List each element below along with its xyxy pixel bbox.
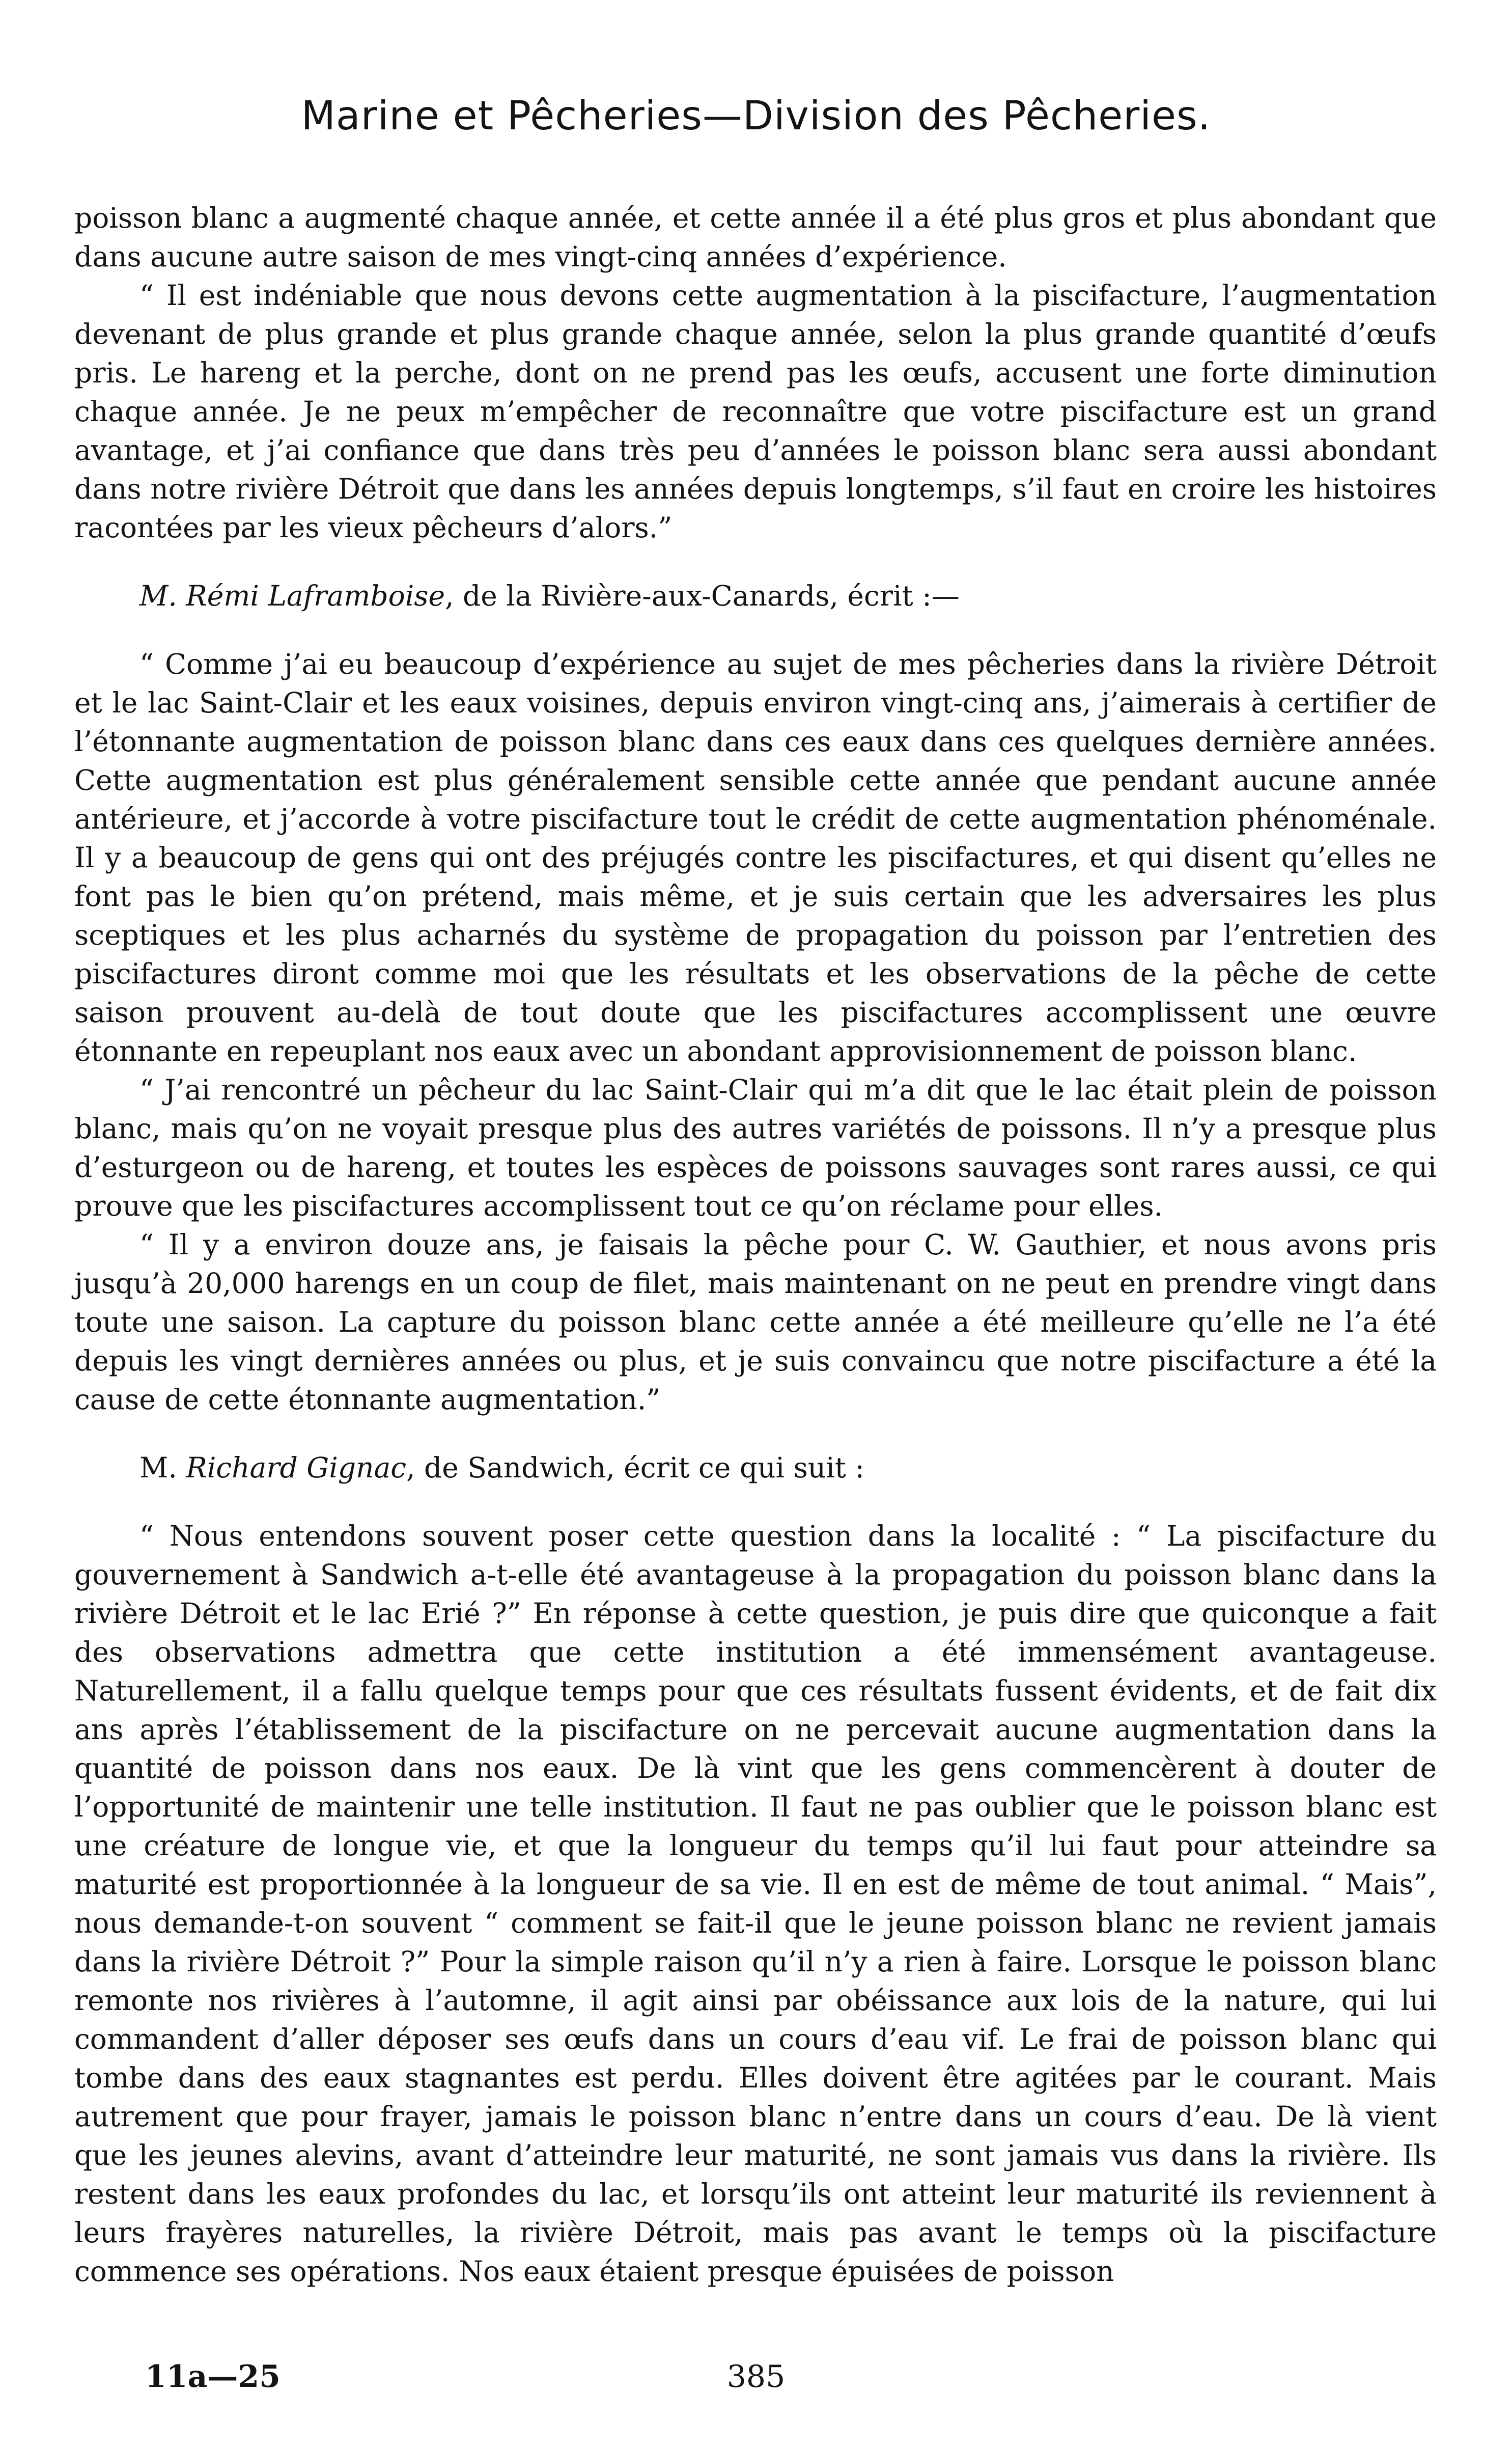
- paragraph-quote-piscifacture: “ Il est indéniable que nous devons cette augmentation à la piscifacture, l’augmentation devenant de plus grande et plus grande chaque année, selon la plus grande quantité d’œufs pris. Le hareng et la perche, dont on ne prend pas les œufs, accusent une forte diminution chaque année. Je ne peux m’empêcher de reconnaître que votre piscifacture est un grand avantage, et j’ai confiance que dans très peu d’années le poisson blanc sera aussi abondant dans notre rivière Détroit que dans les années depuis longtemps, s’il faut en croire les histoires racontées par les vieux pêcheurs d’alors.”: [74, 279, 1437, 544]
- correspondent-name: M. Rémi Laframboise: [139, 580, 445, 612]
- correspondent-intro-laframboise: [74, 576, 1437, 615]
- document-reference: 11a—25: [145, 2359, 281, 2395]
- running-header: Marine et Pêcheries—Division des Pêcheries.: [301, 93, 1211, 139]
- paragraph-quote-harengs: “ Il y a environ douze ans, je faisais la pêche pour C. W. Gauthier, et nous avons pris jusqu’à 20,000 harengs en un coup de filet, mais maintenant on ne peut en prendre vingt dans toute une saison. La capture du poisson blanc cette année a été meilleure qu’elle ne l’a été depuis les vingt dernières années ou plus, et je suis convaincu que notre piscifacture a été la cause de cette étonnante augmentation.”: [74, 1228, 1437, 1416]
- paragraph-quote-experience: “ Comme j’ai eu beaucoup d’expérience au sujet de mes pêcheries dans la rivière Détroit et le lac Saint-Clair et les eaux voisines, depuis environ vingt-cinq ans, j’aimerais à certifier de l’étonnante augmentation de poisson blanc dans ces eaux dans ces quelques dernière années. Cette augmentation est plus généralement sensible cette année que pendant aucune année antérieure, et j’accorde à votre piscifacture tout le crédit de cette augmentation phénoménale. Il y a beaucoup de gens qui ont des préjugés contre les piscifactures, et qui disent qu’elles ne font pas le bien qu’on prétend, mais même, et je suis certain que les adversaires les plus sceptiques et les plus acharnés du système de propagation du poisson par l’entretien des piscifactures diront comme moi que les résultats et les observations de la pêche de cette saison prouvent au-delà de tout doute que les piscifactures accomplissent une œuvre étonnante en repeuplant nos eaux avec un abondant approvisionnement de poisson blanc.: [74, 648, 1437, 1067]
- correspondent-intro-gignac: [74, 1448, 1437, 1487]
- paragraph-quote-sandwich: “ Nous entendons souvent poser cette question dans la localité : “ La piscifacture du gouvernement à Sandwich a-t-elle été avantageuse à la propagation du poisson blanc dans la rivière Détroit et le lac Erié ?” En réponse à cette question, je puis dire que quiconque a fait des observations admettra que cette institution a été immensément avantageuse. Naturellement, il a fallu quelque temps pour que ces résultats fussent évidents, et de fait dix ans après l’établissement de la piscifacture on ne percevait aucune augmentation dans la quantité de poisson dans nos eaux. De là vint que les gens commencèrent à douter de l’opportunité de maintenir une telle institution. Il faut ne pas oublier que le poisson blanc est une créature de longue vie, et que la longueur du temps qu’il lui faut pour atteindre sa maturité est proportionnée à la longueur de sa vie. Il en est de même de tout animal. “ Mais”, nous demande-t-on souvent “ comment se fait-il que le jeune poisson blanc ne revient jamais dans la rivière Détroit ?” Pour la simple raison qu’il n’y a rien à faire. Lorsque le poisson blanc remonte nos rivières à l’automne, il agit ainsi par obéissance aux lois de la nature, qui lui commandent d’aller déposer ses œufs dans un cours d’eau vif. Le frai de poisson blanc qui tombe dans des eaux stagnantes est perdu. Elles doivent être agitées par le courant. Mais autrement que pour frayer, jamais le poisson blanc n’entre dans un cours d’eau. De là vient que les jeunes alevins, avant d’atteindre leur maturité, ne sont jamais vus dans la rivière. Ils restent dans les eaux profondes du lac, et lorsqu’ils ont atteint leur maturité ils reviennent à leurs frayères naturelles, la rivière Détroit, mais pas avant le temps où la piscifacture commence ses opérations. Nos eaux étaient presque épuisées de poisson: [74, 1520, 1437, 2288]
- paragraph-continuation: poisson blanc a augmenté chaque année, et cette année il a été plus gros et plus abondant que dans aucune autre saison de mes vingt-cinq années d’expérience.: [74, 202, 1437, 273]
- correspondent-name: Richard Gignac: [186, 1451, 407, 1484]
- correspondent-prefix: M.: [139, 1451, 186, 1484]
- body-text: [74, 199, 1437, 2291]
- correspondent-location: , de Sandwich, écrit ce qui suit :: [406, 1451, 864, 1484]
- page-footer: [0, 2354, 1512, 2400]
- paragraph-quote-lac-saint-clair: “ J’ai rencontré un pêcheur du lac Saint-Clair qui m’a dit que le lac était plein de poisson blanc, mais qu’on ne voyait presque plus des autres variétés de poissons. Il n’y a presque plus d’esturgeon ou de hareng, et toutes les espèces de poissons sauvages sont rares aussi, ce qui prouve que les piscifactures accomplissent tout ce qu’on réclame pour elles.: [74, 1074, 1437, 1222]
- correspondent-location: , de la Rivière-aux-Canards, écrit :—: [445, 580, 960, 612]
- page-number: 385: [726, 2359, 786, 2395]
